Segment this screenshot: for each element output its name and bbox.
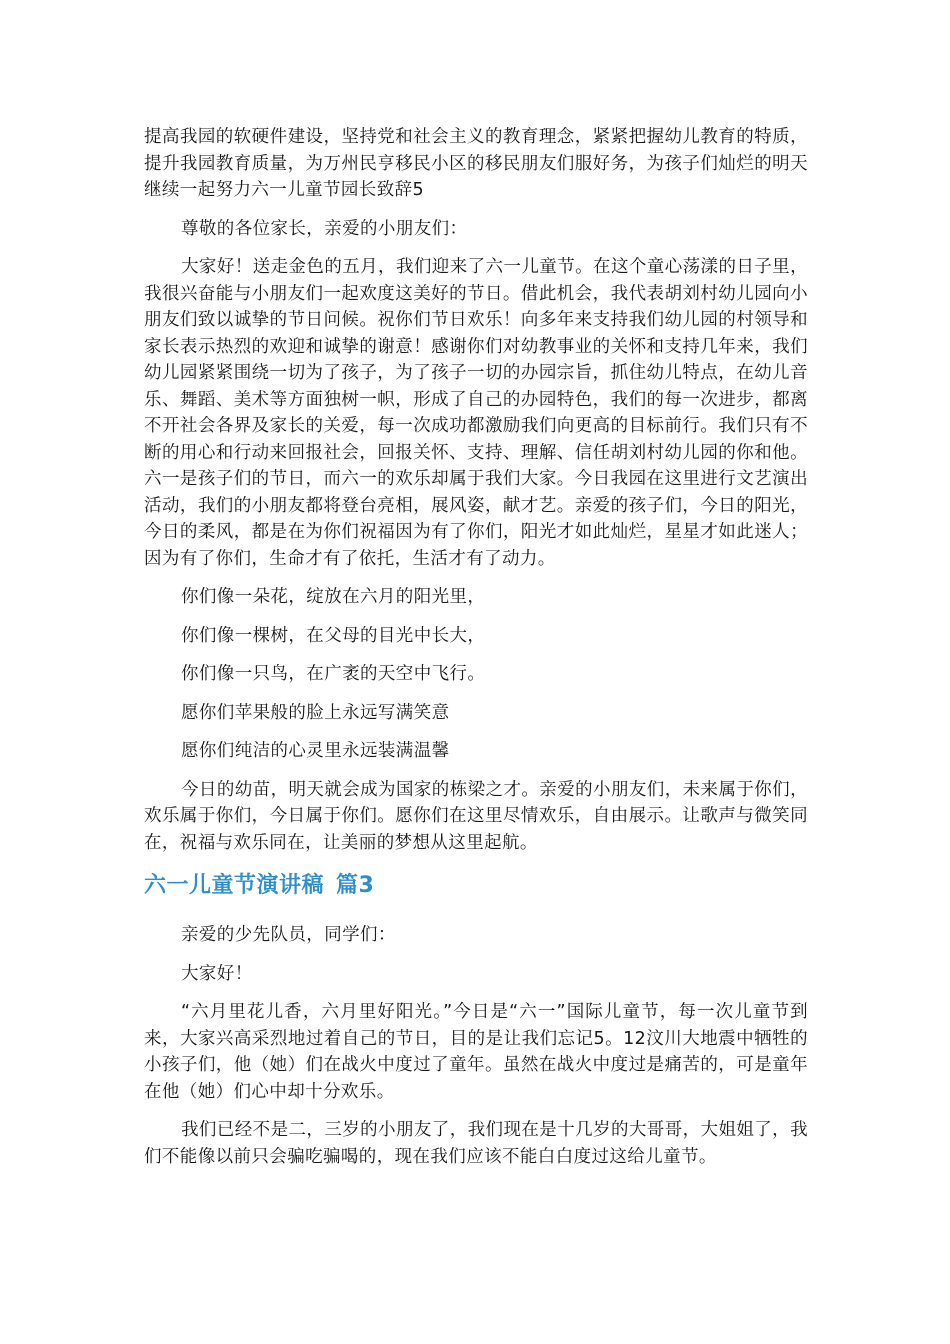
poem-line: 你们像一朵花，绽放在六月的阳光里， (181, 587, 486, 607)
poem-line: 愿你们纯洁的心灵里永远装满温馨 (181, 741, 450, 761)
paragraph: 今日的幼苗，明天就会成为国家的栋梁之才。亲爱的小朋友们，未来属于你们，欢乐属于你们，今日属于你们。愿你们在这里尽情欢乐，自由展示。让歌声与微笑同在，祝福与欢乐同在，让美丽的梦想从这里起航。 (144, 779, 808, 853)
paragraph: 大家好！送走金色的五月，我们迎来了六一儿童节。在这个童心荡漾的日子里，我很兴奋能与小朋友们一起欢度这美好的节日。借此机会，我代表胡刘村幼儿园向小朋友们致以诚挚的节日问候。祝你们节日欢乐！向多年来支持我们幼儿园的村领导和家长表示热烈的欢迎和诚挚的谢意！感谢你们对幼教事业的关怀和支持几年来，我们幼儿园紧紧围绕一切为了孩子，为了孩子一切的办园宗旨，抓住幼儿特点，在幼儿音乐、舞蹈、美术等方面独树一帜，形成了自己的办园特色，我们的每一次进步，都离不开社会各界及家长的关爱，每一次成功都激励我们向更高的目标前行。我们只有不断的用心和行动来回报社会，回报关怀、支持、理解、信任胡刘村幼儿园的你和他。六一是孩子们的节日，而六一的欢乐却属于我们大家。今日我园在这里进行文艺演出活动，我们的小朋友都将登台亮相，展风姿，献才艺。亲爱的孩子们，今日的阳光，今日的柔风，都是在为你们祝福因为有了你们，阳光才如此灿烂，星星才如此迷人；因为有了你们，生命才有了依托，生活才有了动力。 (144, 257, 808, 569)
paragraph: 大家好！ (181, 963, 253, 984)
paragraph: “六月里花儿香，六月里好阳光。”今日是“六一”国际儿童节，每一次儿童节到来，大家兴高采烈地过着自己的节日，目的是让我们忘记5。12汶川大地震中牺牲的小孩子们，他（她）们在战火中度过了童年。虽然在战火中度过是痛苦的，可是童年在他（她）们心中却十分欢乐。 (144, 1002, 808, 1102)
paragraph: 我们已经不是二，三岁的小朋友了，我们现在是十几岁的大哥哥，大姐姐了，我们不能像以前只会骗吃骗喝的，现在我们应该不能白白度过这给儿童节。 (144, 1120, 808, 1167)
poem-line: 你们像一棵树，在父母的目光中长大， (181, 625, 486, 646)
greeting-paragraph: 尊敬的各位家长，亲爱的小朋友们： (181, 218, 468, 239)
paragraph: 提高我园的软硬件建设，坚持党和社会主义的教育理念，紧紧把握幼儿教育的特质，提升我园教育质量，为万州民亨移民小区的移民朋友们服好务，为孩子们灿烂的明天继续一起努力六一儿童节园长致辞5 (144, 127, 808, 200)
section-heading-title: 六一儿童节演讲稿 (144, 873, 325, 898)
poem-line: 你们像一只鸟，在广袤的天空中飞行。 (181, 664, 486, 684)
section-heading-number: 篇3 (336, 873, 375, 898)
poem-line: 愿你们苹果般的脸上永远写满笑意 (181, 702, 450, 723)
greeting-paragraph: 亲爱的少先队员，同学们： (181, 925, 396, 945)
document-page (144, 124, 808, 1182)
section-heading (144, 870, 808, 902)
